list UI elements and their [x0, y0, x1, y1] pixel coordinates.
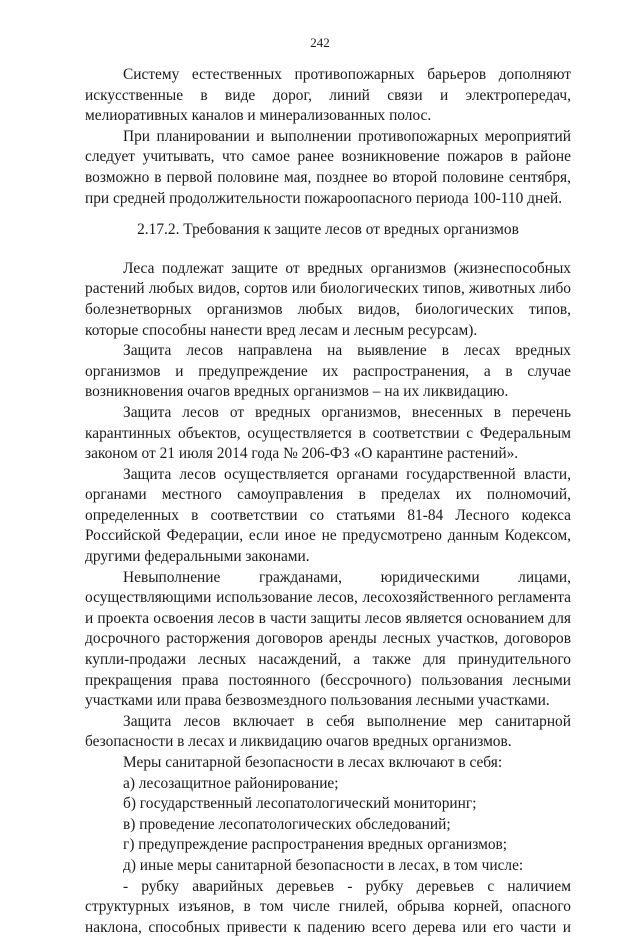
page-content — [85, 65, 571, 938]
paragraph-barriers: Систему естественных противопожарных барьеров дополняют искусственные в виде дорог, линий связи и электропередач, мелиоративных каналов и минерализованных полос. — [85, 66, 571, 125]
paragraph-fire-planning: При планировании и выполнении противопожарных мероприятий следует учитывать, что самое ранее возникновение пожаров в районе возможно в первой половине мая, позднее во второй половине сентября, при средней продолжительности пожароопасного периода 100-110 дней. — [85, 127, 571, 207]
measure-item-e: д) иные меры санитарной безопасности в лесах, в том числе: — [123, 856, 524, 874]
paragraph-authorities: Защита лесов осуществляется органами государственной власти, органами местного самоуправления в пределах их полномочий, определенных в соответствии со статьями 81-84 Лесного кодекса Российской Федерации, если иное не предусмотрено данным Кодексом, другими федеральными законами. — [85, 465, 571, 566]
measure-item-c: в) проведение лесопатологических обследований; — [123, 815, 451, 833]
paragraph-protection-includes: Защита лесов включает в себя выполнение мер санитарной безопасности в лесах и ликвидацию очагов вредных организмов. — [85, 712, 571, 751]
paragraph-emergency-trees: - рубку аварийных деревьев - рубку деревьев с наличием структурных изъянов, в том числе гнилей, обрыва корней, опасного наклона, способных привести к падению всего дерева или его части и — [85, 877, 571, 936]
measure-item-d: г) предупреждение распространения вредных организмов; — [123, 836, 508, 854]
measure-item-b: б) государственный лесопатологический мониторинг; — [123, 795, 477, 813]
measures-intro: Меры санитарной безопасности в лесах включают в себя: — [123, 754, 503, 771]
paragraph-quarantine-law: Защита лесов от вредных организмов, внесенных в перечень карантинных объектов, осуществляется в соответствии с Федеральным законом от 21 июля 2014 года № 206-ФЗ «О карантине растений». — [85, 403, 571, 463]
section-heading: 2.17.2. Требования к защите лесов от вредных организмов — [137, 221, 519, 239]
page-number: 242 — [310, 35, 330, 50]
paragraph-forest-protection-definition: Леса подлежат защите от вредных организмов (жизнеспособных растений любых видов, сортов или биологических типов, животных либо болезнетворных организмов любых видов, биологических типов, которые способны нанести вред лесам и лесным ресурсам). — [85, 259, 571, 339]
paragraph-protection-purpose: Защита лесов направлена на выявление в лесах вредных организмов и предупреждение их распространения, а в случае возникновения очагов вредных организмов – на их ликвидацию. — [85, 342, 571, 401]
measure-item-a: а) лесозащитное районирование; — [123, 774, 339, 792]
paragraph-non-compliance: Невыполнение гражданами, юридическими лицами, осуществляющими использование лесов, лесохозяйственного регламента и проекта освоения лесов в части защиты лесов является основанием для досрочного расторжения договоров аренды лесных участков, договоров купли-продажи лесных насаждений, а также для принудительного прекращения права постоянного (бессрочного) пользования лесными участками или права безвозмездного пользования лесными участками. — [85, 568, 571, 710]
